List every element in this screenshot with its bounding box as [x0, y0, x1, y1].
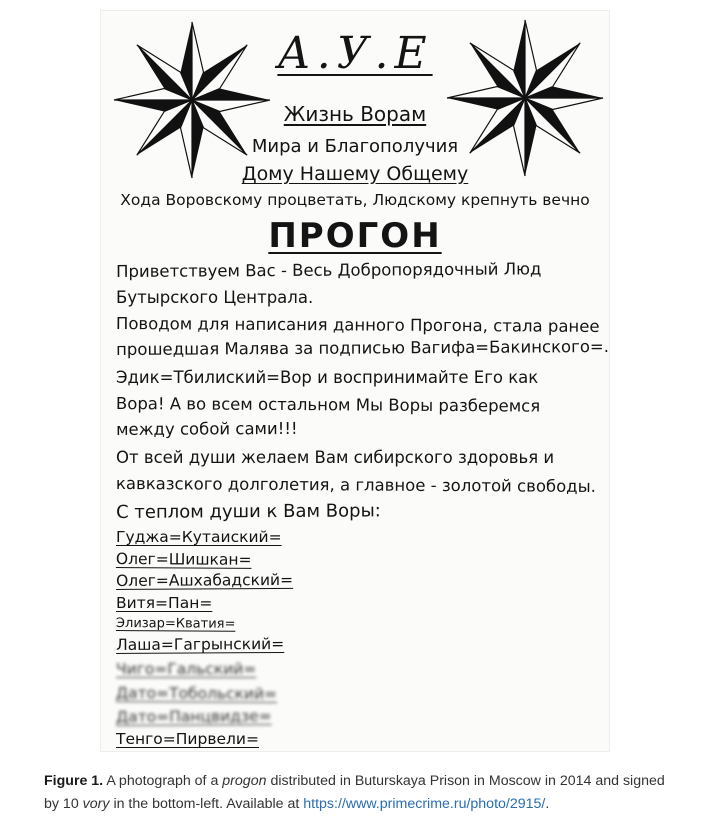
star-ray-dark	[192, 89, 270, 100]
signature: Элизар=Кватия=	[115, 616, 236, 632]
body-line: кавказского долголетия, а главное - золотой свободы.	[115, 474, 596, 496]
body-line: Приветствуем Вас - Весь Добропорядочный Люд	[116, 259, 542, 281]
body-line: прошедшая Малява за подписью Вагифа=Бакинского=.	[116, 336, 610, 359]
line-greeting: Жизнь Ворам	[283, 102, 427, 126]
star-ray-light	[114, 89, 192, 100]
caption-label: Figure 1.	[44, 773, 104, 789]
document-heading: ПРОГОН	[268, 216, 442, 256]
body-line: С теплом души к Вам Воры:	[116, 500, 381, 523]
caption-text: in the bottom-left. Available at	[113, 796, 300, 812]
caption-text: distributed in Buturskaya Prison in Moscow in 2014 and signed by 10	[44, 773, 665, 812]
progon-photo	[100, 10, 610, 752]
body-line: Эдик=Тбилиский=Вор и воспринимайте Его как	[116, 368, 539, 387]
signature: Дато=Тобольский=	[115, 684, 278, 703]
signature: Чиго=Гальский=	[116, 660, 257, 678]
signature: Олег=Шишкан=	[115, 550, 252, 569]
signature: Олег=Ашхабадский=	[116, 570, 294, 590]
caption-term: progon	[222, 773, 267, 789]
star-ray-dark	[525, 87, 603, 98]
caption-link[interactable]: https://www.primecrime.ru/photo/2915/	[303, 796, 546, 812]
caption-text: A photograph of a	[106, 773, 219, 789]
signature: Дато=Панцвидзе=	[116, 707, 272, 726]
line-wish: Мира и Благополучия	[251, 136, 459, 157]
signature: Витя=Пан=	[116, 594, 213, 612]
caption-end: .	[545, 796, 550, 812]
signature: Лаша=Гагрынский=	[116, 634, 285, 654]
signature: Тенго=Пирвели=	[116, 730, 259, 748]
signature: Гуджа=Кутаиский=	[116, 528, 282, 546]
star-ray-light	[447, 87, 525, 98]
figure-caption	[44, 770, 674, 816]
caption-term: vory	[82, 796, 110, 812]
body-line: Поводом для написания данного Прогона, стала ранее	[115, 314, 600, 336]
body-line: Бутырского Централа.	[116, 288, 314, 307]
line-home: Дому Нашему Общему	[241, 163, 469, 185]
body-line: между собой сами!!!	[116, 418, 298, 439]
line-motto: Хода Воровскому процветать, Людскому крепнуть вечно	[120, 191, 590, 209]
document-title: А.У.Е	[277, 28, 433, 79]
body-line: Вора! А во всем остальном Мы Воры разберемся	[115, 394, 541, 416]
body-line: От всей души желаем Вам сибирского здоровья и	[116, 448, 555, 467]
